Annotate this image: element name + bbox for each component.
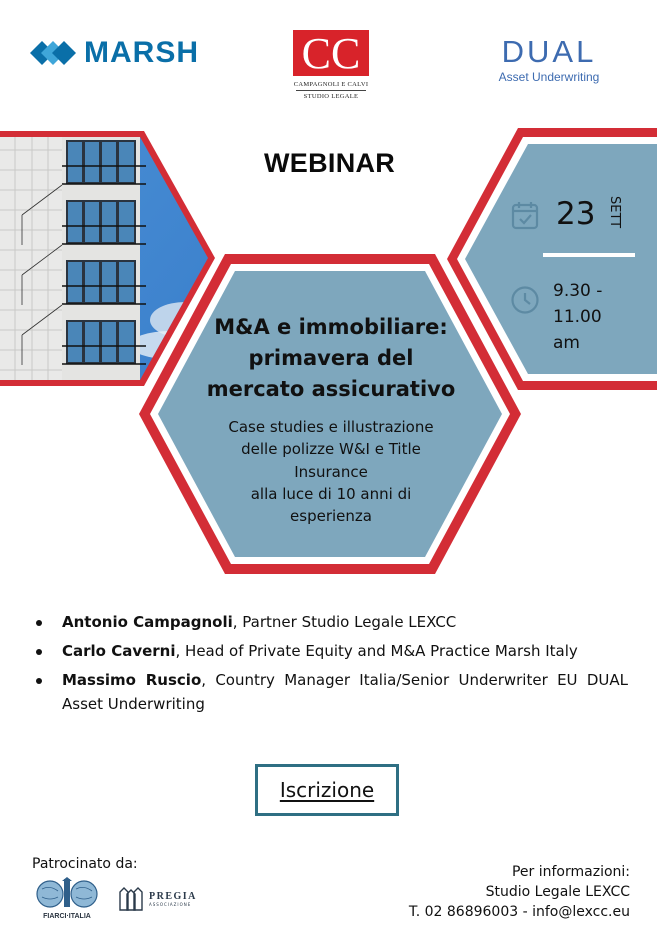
- contact-heading: Per informazioni:: [511, 864, 630, 880]
- event-desc-line5: esperienza: [290, 507, 372, 526]
- svg-text:FIARCI·ITALIA: FIARCI·ITALIA: [43, 913, 91, 920]
- contact-info: [409, 862, 630, 922]
- cc-mark-icon: [293, 30, 369, 76]
- marsh-mark-icon: [30, 40, 76, 66]
- bullet-icon: [36, 620, 42, 626]
- event-description: [205, 416, 457, 527]
- speaker-name: Carlo Caverni: [62, 642, 176, 660]
- contact-phone-email[interactable]: T. 02 86896003 - info@lexcc.eu: [408, 904, 630, 920]
- clock-icon: [510, 285, 540, 315]
- pregia-mark-icon: [118, 886, 144, 912]
- event-title-line3: mercato assicurativo: [206, 377, 456, 401]
- dual-wordmark: DUAL: [501, 34, 597, 69]
- dual-logo: [494, 36, 604, 84]
- event-title: [196, 312, 466, 405]
- event-desc-line1: Case studies e illustrazione: [228, 418, 434, 436]
- event-title-line2: primavera del: [248, 346, 414, 370]
- event-desc-line2: delle polizze W&I e Title: [241, 440, 421, 459]
- pregia-name: PREGIA: [149, 891, 197, 902]
- calendar-check-icon: [511, 200, 539, 230]
- date-separator: [543, 253, 635, 257]
- marsh-logo: [30, 36, 199, 70]
- svg-text:CC: CC: [301, 30, 361, 76]
- pregia-logo: [118, 886, 197, 912]
- list-item: [34, 610, 628, 634]
- event-time: [553, 278, 653, 356]
- list-item: [34, 668, 628, 716]
- fiarci-logo: [34, 877, 100, 923]
- event-time-line1: 9.30 - 11.00: [553, 281, 603, 327]
- webinar-heading: WEBINAR: [264, 148, 396, 178]
- registration-button[interactable]: [255, 764, 399, 816]
- list-item: [34, 639, 628, 663]
- speaker-list: [34, 610, 628, 721]
- event-desc-line4: alla luce di 10 anni di: [250, 484, 412, 503]
- event-month: SETT: [607, 196, 622, 229]
- cc-line2: STUDIO LEGALE: [303, 93, 359, 100]
- event-time-line2: am: [553, 333, 580, 353]
- dual-subtitle: Asset Underwriting: [498, 70, 600, 84]
- pregia-subtitle: ASSOCIAZIONE: [149, 902, 192, 907]
- marsh-wordmark: MARSH: [84, 36, 199, 69]
- bullet-icon: [36, 649, 42, 655]
- speaker-name: Antonio Campagnoli: [62, 613, 233, 631]
- speaker-role: , Head of Private Equity and M&A Practice Marsh Italy: [175, 642, 578, 660]
- event-day: 23: [556, 196, 596, 232]
- event-desc-line3: Insurance: [294, 462, 368, 481]
- speaker-role: , Country Manager Italia/Senior Underwriter EU DUAL Asset Underwriting: [62, 671, 628, 713]
- cc-line1: CAMPAGNOLI E CALVI: [293, 81, 369, 88]
- bullet-icon: [36, 678, 42, 684]
- speaker-role: , Partner Studio Legale LEXCC: [232, 613, 457, 631]
- event-title-line1: M&A e immobiliare:: [214, 315, 448, 339]
- registration-link[interactable]: Iscrizione: [279, 778, 375, 802]
- contact-firm: Studio Legale LEXCC: [485, 884, 630, 900]
- patronage-label: Patrocinato da:: [32, 856, 138, 872]
- campagnoli-calvi-logo: [292, 30, 370, 101]
- speaker-name: Massimo Ruscio: [62, 671, 202, 689]
